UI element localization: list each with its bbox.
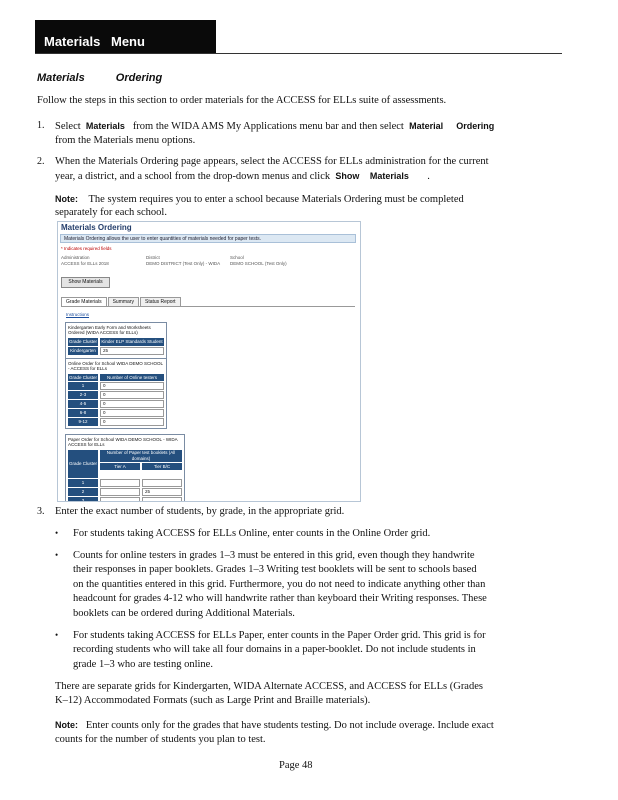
step-2-period: . [427,171,430,182]
step-3-note-text: Enter counts only for the grades that have students testing. Do not include overage. Include exact [85,720,494,731]
bullet-3-line-2: recording students who will take all four domains in a paper-booklet. Do not include students in [73,644,476,655]
grade-cell: 6-8 [68,409,98,417]
count-input[interactable]: 0 [100,382,164,390]
tier-bc-header: Tier B/C [142,463,182,470]
bullet-icon: • [55,630,59,640]
grade-cell: 1 [68,382,98,390]
step-1-line-2: from the Materials menu options. [55,135,196,146]
bullet-2-line-4: headcount for grades 4-12 who will handwrite rather than keyboard their Writing responses. These [73,593,487,604]
kindergarten-grid [65,322,167,360]
step-3-note-line-1 [55,718,494,733]
bullet-icon: • [55,528,59,538]
step-3-note-line-2: counts for the number of students you plan to test. [55,734,266,745]
step-1-text-a: Select [55,121,81,132]
grids-paragraph-line-1: There are separate grids for Kindergarten, WIDA Alternate ACCESS, and ACCESS for ELLs (Grades [55,681,483,692]
tier-a-input[interactable] [100,497,140,502]
step-1-menu-materials: Materials [85,121,125,131]
screenshot-title: Materials Ordering [61,223,132,232]
section-header-tab [35,20,216,54]
district-label: District [146,255,160,260]
count-input[interactable]: 0 [100,418,164,426]
step-1-text-c: from the WIDA AMS My Applications menu bar and then select [132,121,404,132]
show-materials-button[interactable]: Show Materials [61,277,110,288]
header-rule [35,53,562,54]
tab-status-report[interactable]: Status Report [140,297,181,306]
materials-ordering-screenshot [57,221,361,502]
grid1-cell: Kindergarten [68,347,98,355]
tier-a-input[interactable] [100,479,140,487]
table-row [68,497,182,502]
table-row [68,347,164,355]
header-tab-word-1: Materials [44,34,101,49]
step-2-text-a: year, a district, and a school from the drop-down menus and click [55,171,331,182]
paper-grid-title: Paper Order for School WIDA DEMO SCHOOL - WIDA ACCESS for ELLs [68,437,178,447]
header-tab-word-2: Menu [111,34,145,49]
table-row [68,488,182,496]
tier-a-header: Tier A [100,463,140,470]
grade-cell: 3 [68,497,98,502]
table-row [68,382,164,390]
grade-cell: 9-12 [68,418,98,426]
step-1-number: 1. [37,120,45,131]
admin-label: Administration [61,255,90,260]
step-3-line-1: Enter the exact number of students, by grade, in the appropriate grid. [55,506,345,517]
screenshot-info-banner: Materials Ordering allows the user to enter quantities of materials needed for paper tests. [60,234,356,243]
step-2-note-label: Note: [55,194,78,204]
tab-grade-materials[interactable]: Grade Materials [61,297,107,306]
tab-summary[interactable]: Summary [108,297,139,306]
kindergarten-grid-title: Kindergarten Early Form and Worksheets Ordered (WIDA ACCESS for ELLs) [68,325,151,335]
step-1-option-ordering: Ordering [456,121,495,131]
online-grid-header [68,374,164,381]
paper-grid-header-cell: Number of Paper test booklets (All domains) [100,450,182,462]
grids-paragraph-line-2: K–12) Accommodated Formats (such as Large Print and Braille materials). [55,695,371,706]
online-grid-header-cell: Grade Cluster [68,375,97,380]
bullet-2-line-3: on the quantities entered in this grid. Furthermore, you do not need to indicate anything other than [73,579,486,590]
step-2-note-text: The system requires you to enter a school because Materials Ordering must be completed [88,194,464,205]
count-input[interactable]: 0 [100,391,164,399]
table-row [68,400,164,408]
school-label: School [230,255,244,260]
bullet-1-text: For students taking ACCESS for ELLs Online, enter counts in the Online Order grid. [73,528,431,539]
heading-word-2: Ordering [115,72,163,84]
grid1-cell: Grade Cluster [68,339,97,344]
table-row [68,418,164,426]
count-input[interactable]: 0 [100,409,164,417]
grade-cell: 4-5 [68,400,98,408]
tier-bc-input[interactable] [142,497,182,502]
bullet-3-line-1: For students taking ACCESS for ELLs Paper, enter counts in the Paper Order grid. This grid is for [73,630,486,641]
paper-grid-header-cell: Grade Cluster [68,450,98,478]
step-1-line-1 [55,119,494,134]
online-grid-header-cell: Number of Online testers [100,374,164,381]
table-row [68,409,164,417]
bullet-2-line-5: booklets can be ordered during Additional Materials. [73,608,295,619]
table-row [68,391,164,399]
tier-a-input[interactable] [100,488,140,496]
grid1-cell: Kinder ELP Standards Student [101,339,163,344]
instructions-link[interactable]: Instructions [66,312,90,317]
school-select[interactable]: DEMO SCHOOL (Test Only) [230,261,287,266]
step-3-number: 3. [37,506,45,517]
admin-select[interactable]: ACCESS for ELLs 2018 [61,261,109,266]
online-grid-title: Online Order for School WIDA DEMO SCHOOL - ACCESS for ELLs [68,361,163,371]
required-note: * Indicates required fields [61,246,112,251]
step-2-note-line-1 [55,192,464,207]
step-2-line-1: When the Materials Ordering page appears, select the ACCESS for ELLs administration for the current [55,156,489,167]
bullet-3-line-3: grade 1–3 who are testing online. [73,659,213,670]
step-2-note-line-2: separately for each school. [55,207,167,218]
heading-word-1: Materials [37,72,85,84]
step-2-show: Show [335,171,360,181]
step-1-option-material: Material [409,121,444,131]
district-select[interactable]: DEMO DISTRICT (Test Only) - WIDA [146,261,221,266]
page-number: Page 48 [279,760,313,771]
section-heading [37,72,162,84]
tab-underline [61,306,355,307]
grade-cell: 2 [68,488,98,496]
grade-cell: 2-3 [68,391,98,399]
paper-grid-header [68,450,182,478]
online-order-grid [65,358,167,429]
paper-grid-subheader [100,463,182,470]
table-row [68,338,164,346]
paper-order-grid [65,434,185,502]
step-2-line-2 [55,169,430,184]
step-2-number: 2. [37,156,45,167]
count-input[interactable]: 0 [100,400,164,408]
table-row [68,479,182,487]
bullet-icon: • [55,550,59,560]
screenshot-tabs [61,297,182,306]
bullet-2-line-1: Counts for online testers in grades 1–3 must be entered in this grid, even though they handwrite [73,550,475,561]
bullet-2-line-2: their responses in paper booklets. Grades 1–3 Writing test booklets will be sent to schools based [73,564,477,575]
grid1-input[interactable]: 25 [100,347,164,355]
tier-bc-input[interactable] [142,479,182,487]
step-3-note-label: Note: [55,720,78,730]
step-2-materials: Materials [369,171,409,181]
intro-paragraph: Follow the steps in this section to order materials for the ACCESS for ELLs suite of assessments. [37,95,447,106]
grade-cell: 1 [68,479,98,487]
tier-bc-input[interactable]: 25 [142,488,182,496]
paper-grid-header-group [100,450,182,478]
